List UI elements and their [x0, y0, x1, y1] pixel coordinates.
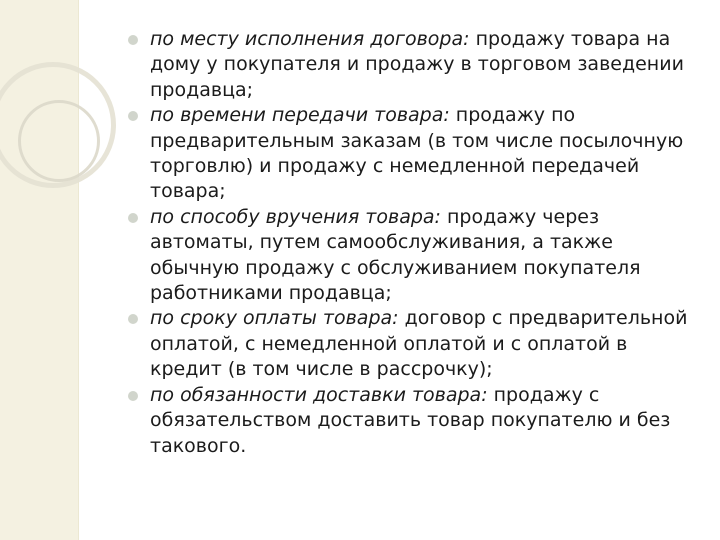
bullet-icon	[128, 111, 138, 121]
list-item-text: продажу по предварительным заказам (в том числе посылочную торговлю) и продажу с немедленной передачей товара;	[150, 104, 684, 203]
list-item-lead: по способу вручения товара:	[150, 205, 441, 228]
list-item-lead: по месту исполнения договора:	[150, 28, 470, 50]
list-item-lead: по обязанности доставки товара:	[150, 383, 488, 406]
bullet-icon	[128, 213, 138, 223]
bullet-icon	[128, 391, 138, 401]
bullet-icon	[128, 35, 138, 45]
list-item-lead: по сроку оплаты товара:	[150, 307, 399, 330]
list-item	[128, 383, 703, 459]
list-item-text: продажу с обязательством доставить товар покупателю и без такового.	[150, 383, 671, 457]
list-item-lead: по времени передачи товара:	[150, 104, 450, 127]
list-item-text: продажу товара на дому у покупателя и продажу в торговом заведении продавца;	[150, 28, 684, 101]
list-item	[128, 103, 703, 205]
bullet-icon	[128, 314, 138, 324]
decorative-ring-small	[18, 100, 100, 182]
slide-bullet-list	[128, 27, 703, 459]
list-item	[128, 306, 703, 382]
list-item	[128, 205, 703, 307]
list-item	[128, 27, 703, 103]
list-item-text: договор с предварительной оплатой, с немедленной оплатой и с оплатой в кредит (в том числе в рассрочку);	[150, 307, 688, 381]
list-item-text: продажу через автоматы, путем самообслуживания, а также обычную продажу с обслуживанием покупателя работниками продавца;	[150, 205, 641, 305]
